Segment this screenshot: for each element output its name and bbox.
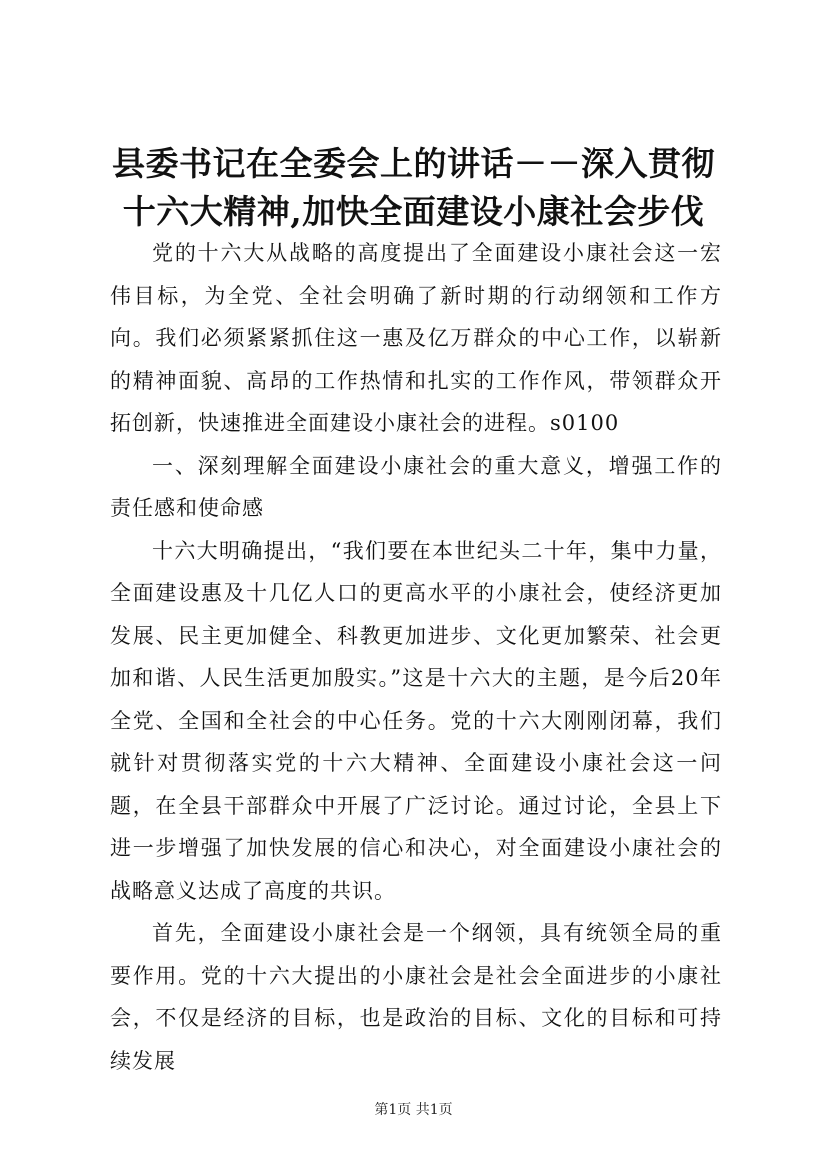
page-footer: 第1页 共1页 — [374, 1102, 453, 1118]
paragraph-first: 首先，全面建设小康社会是一个纲领，具有统领全局的重要作用。党的十六大提出的小康社会是社会全面进步的小康社会，不仅是经济的目标，也是政治的目标、文化的目标和可持续发展 — [110, 921, 722, 1073]
document-title: 县委书记在全委会上的讲话－－深入贯彻十六大精神,加快全面建设小康社会步伐 — [112, 144, 715, 231]
section-heading-1: 一、深刻理解全面建设小康社会的重大意义，增强工作的责任感和使命感 — [110, 453, 722, 520]
paragraph-intro: 党的十六大从战略的高度提出了全面建设小康社会这一宏伟目标，为全党、全社会明确了新时期的行动纲领和工作方向。我们必须紧紧抓住这一惠及亿万群众的中心工作，以崭新的精神面貌、高昂的工作热情和扎实的工作作风，带领群众开拓创新，快速推进全面建设小康社会的进程。s0100 — [110, 241, 722, 435]
paragraph-theme: 十六大明确提出，“我们要在本世纪头二十年，集中力量，全面建设惠及十几亿人口的更高水平的小康社会，使经济更加发展、民主更加健全、科教更加进步、文化更加繁荣、社会更加和谐、人民生活更加殷实。”这是十六大的主题，是今后20年全党、全国和全社会的中心任务。党的十六大刚刚闭幕，我们就针对贯彻落实党的十六大精神、全面建设小康社会这一问题，在全县干部群众中开展了广泛讨论。通过讨论，全县上下进一步增强了加快发展的信心和决心，对全面建设小康社会的战略意义达成了高度的共识。 — [110, 538, 722, 903]
document-body — [110, 232, 722, 1082]
